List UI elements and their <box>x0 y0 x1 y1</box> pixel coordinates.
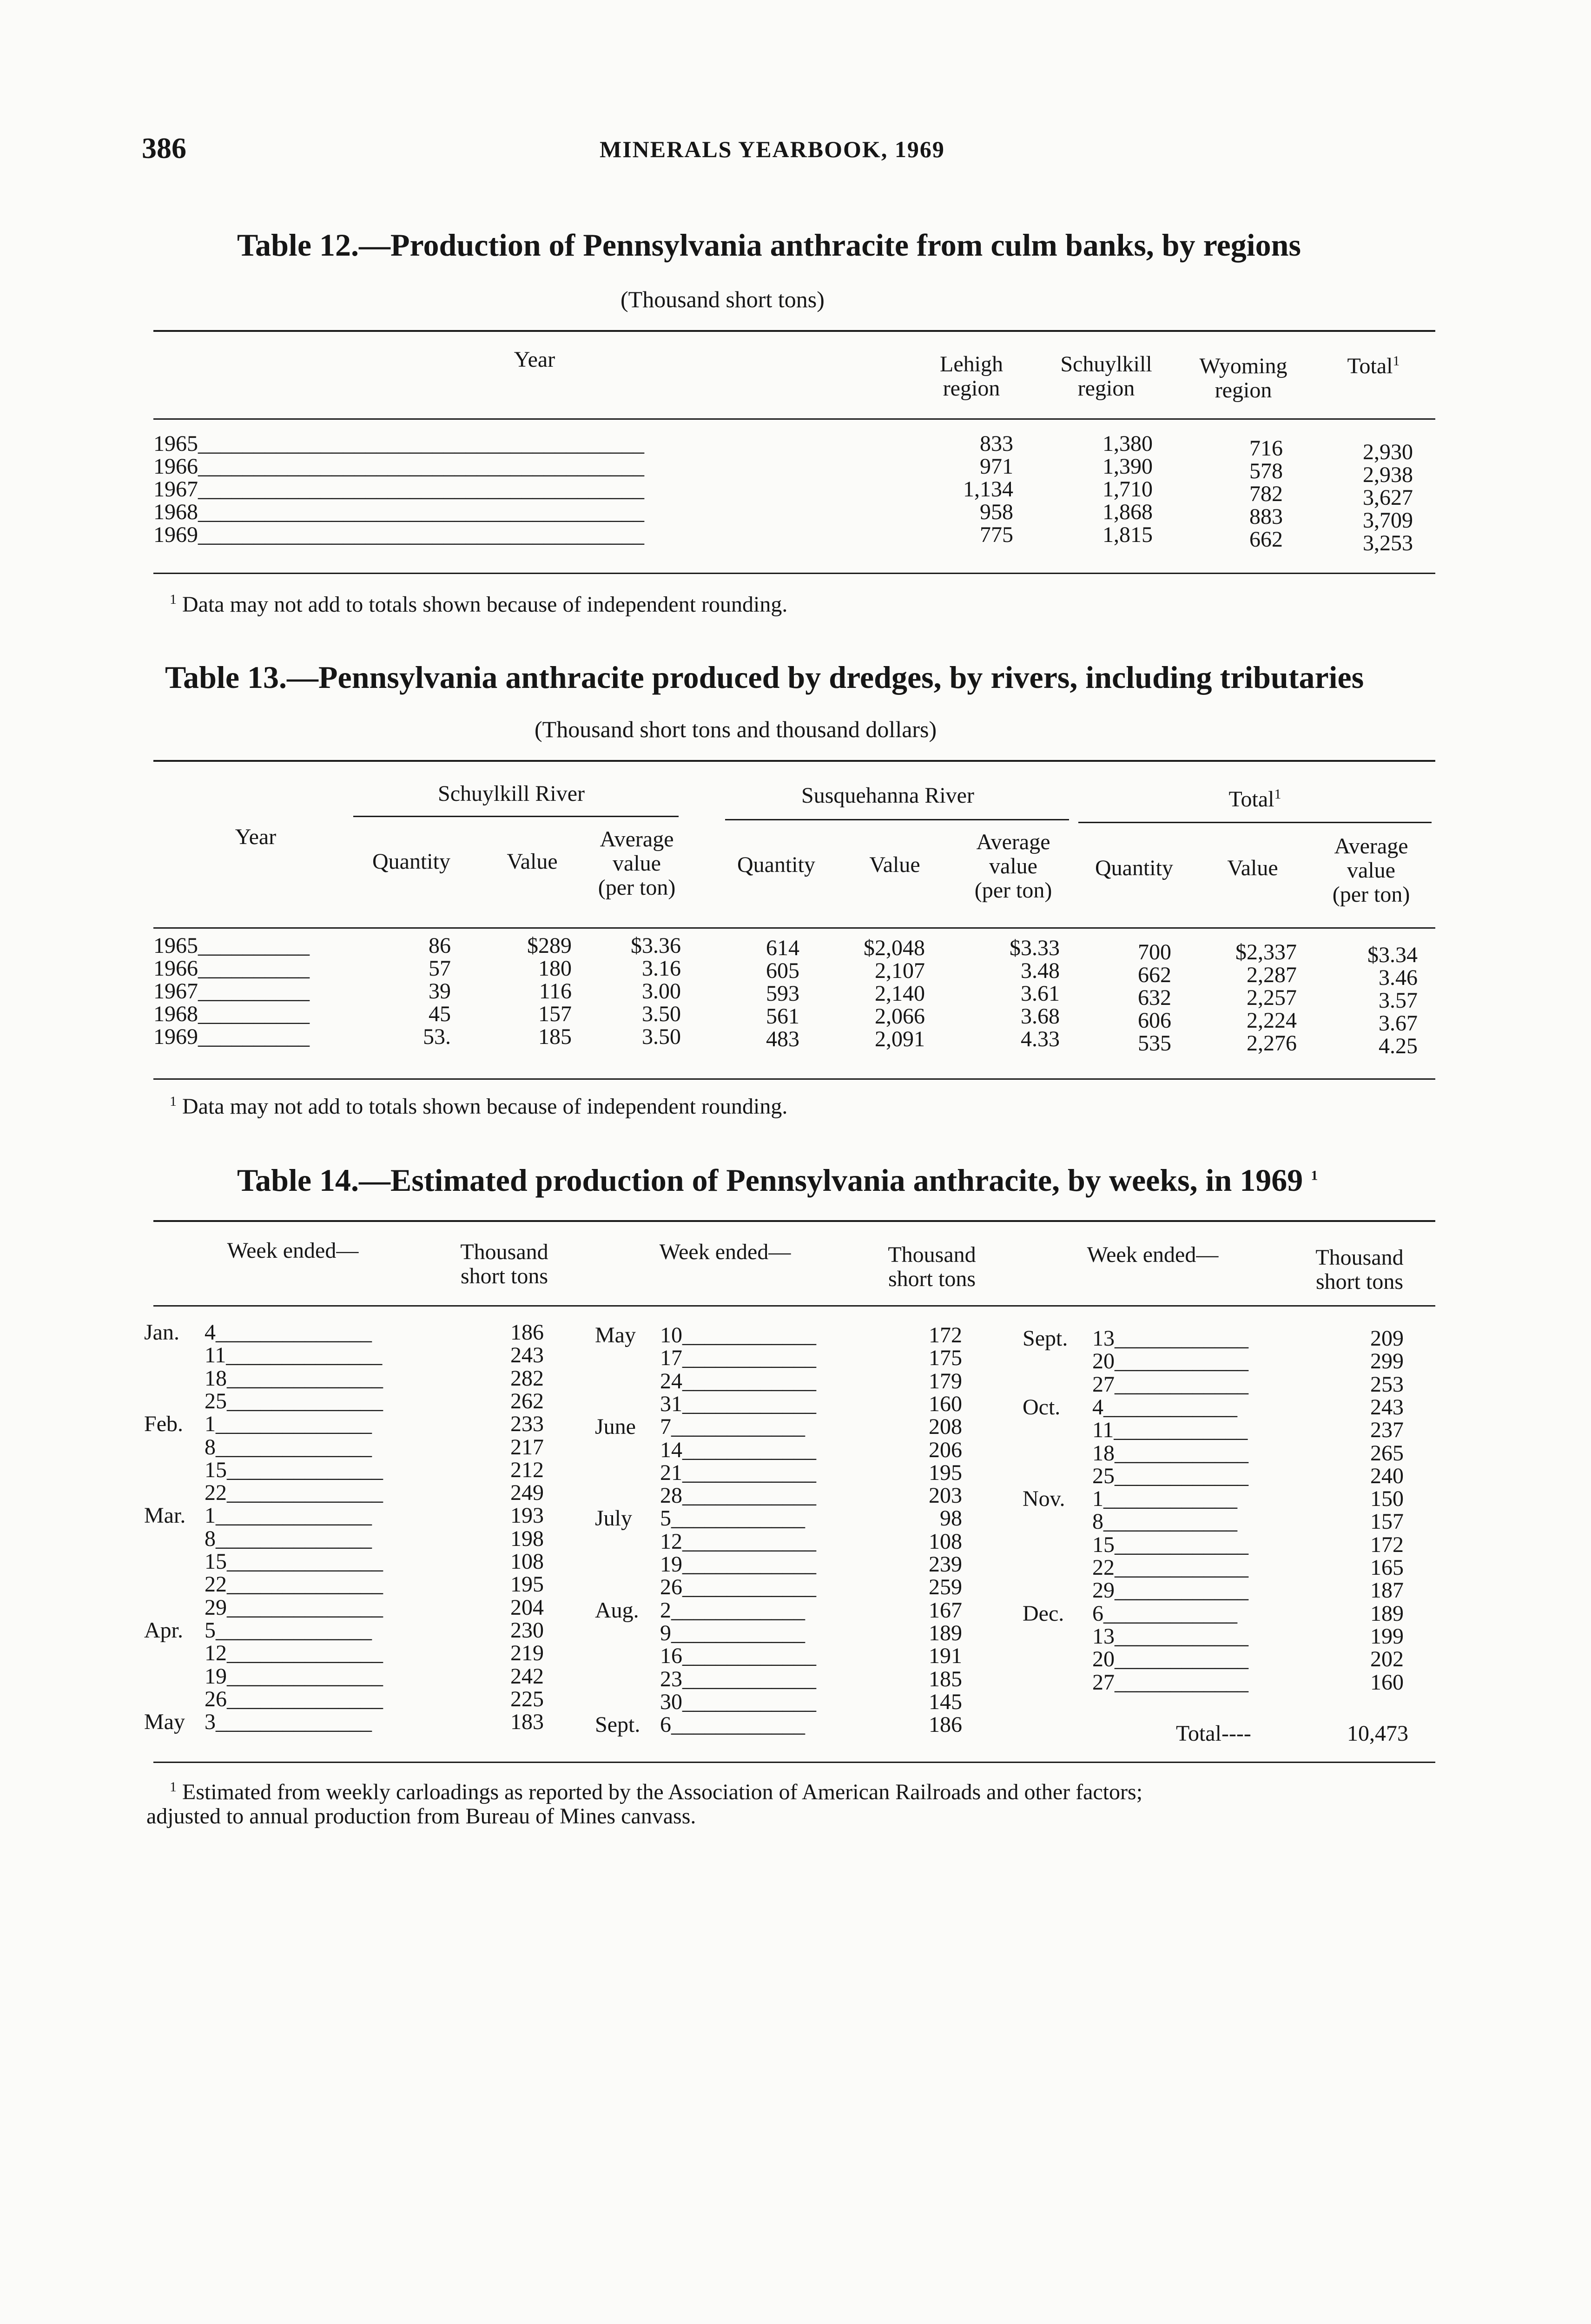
table14-week-value: 202 <box>1370 1647 1404 1672</box>
table14-month-label: Dec. <box>1023 1601 1064 1626</box>
table13-footnote: $^1$ Data may not add to totals shown because of independent rounding. <box>170 1094 788 1119</box>
table14-week-value: 233 <box>510 1412 544 1437</box>
table14-week-day: 21____________ <box>660 1460 816 1485</box>
table13-row-year: 1968__________ <box>153 1002 310 1026</box>
table14-week-day: 1______________ <box>205 1503 372 1528</box>
table14-week-day: 19______________ <box>205 1664 383 1689</box>
table14-week-value: 206 <box>929 1437 962 1462</box>
table14-week-day: 19____________ <box>660 1552 816 1577</box>
table13-cell-s-v: $289 <box>527 933 572 958</box>
table12-row-year: 1968________________________________________ <box>153 500 644 524</box>
table13-cell-s-q: 53. <box>423 1024 451 1049</box>
table13-cell-s-v: 157 <box>538 1002 572 1026</box>
table13-cell-s-v: 116 <box>539 979 572 1004</box>
table14-month-label: Sept. <box>595 1712 640 1737</box>
table13-group-rule-1 <box>353 816 679 817</box>
table14-month-label: Apr. <box>144 1618 183 1643</box>
table14-week-day: 25______________ <box>205 1388 383 1413</box>
table12-cell-wyoming: 782 <box>1249 482 1283 506</box>
table14-week-value: 175 <box>929 1346 962 1371</box>
table14-week-value: 160 <box>1370 1670 1404 1695</box>
table13-cell-s-q: 86 <box>429 933 451 958</box>
table14-week-day: 18____________ <box>1092 1440 1248 1466</box>
table14-week-day: 12____________ <box>660 1529 816 1554</box>
table12-row-year: 1965________________________________________ <box>153 431 644 456</box>
table13-cell-s-a: 3.50 <box>642 1002 681 1026</box>
table12-cell-total: 3,253 <box>1363 531 1413 555</box>
table14-week-value: 240 <box>1370 1463 1404 1488</box>
table12-row-year: 1969________________________________________ <box>153 522 644 547</box>
table14-week-day: 22____________ <box>1092 1555 1248 1580</box>
table14-week-value: 198 <box>510 1526 544 1551</box>
table14-week-day: 4____________ <box>1092 1394 1237 1419</box>
table14-week-day: 20____________ <box>1092 1647 1248 1672</box>
table12-cell-wyoming: 883 <box>1249 504 1283 529</box>
table12-cell-schuylkill: 1,390 <box>1102 454 1153 479</box>
table14-week-day: 15______________ <box>205 1549 383 1574</box>
table13-head-year: Year <box>235 825 277 849</box>
table12-cell-schuylkill: 1,710 <box>1102 477 1153 502</box>
table12-cell-lehigh: 1,134 <box>963 477 1013 502</box>
table13-cell-t-v: 2,276 <box>1247 1031 1297 1056</box>
table14-week-day: 18______________ <box>205 1366 383 1391</box>
table14-week-value: 225 <box>510 1686 544 1711</box>
table14-week-value: 165 <box>1370 1555 1404 1580</box>
table14-month-label: July <box>595 1506 633 1531</box>
table14-week-value: 189 <box>929 1620 962 1645</box>
table13-cell-q-a: 3.61 <box>1021 981 1060 1006</box>
table12-cell-lehigh: 971 <box>980 454 1013 479</box>
table13-row-year: 1969__________ <box>153 1024 310 1049</box>
table14-week-day: 9____________ <box>660 1620 805 1645</box>
table13-cell-t-a: 4.25 <box>1379 1034 1418 1058</box>
table13-group-schuylkill: Schuylkill River <box>438 781 585 806</box>
table13-head-s-average: Average value (per ton) <box>598 827 676 900</box>
table12-bottom-rule <box>153 573 1435 574</box>
table12-cell-total: 3,709 <box>1363 508 1413 533</box>
table14-week-value: 193 <box>510 1503 544 1528</box>
table14-week-value: 299 <box>1370 1349 1404 1374</box>
table14-week-day: 12______________ <box>205 1641 383 1666</box>
table14-week-value: 179 <box>929 1368 962 1393</box>
table12-cell-schuylkill: 1,815 <box>1102 522 1153 547</box>
table14-month-label: Sept. <box>1023 1326 1068 1351</box>
table14-week-value: 160 <box>929 1391 962 1416</box>
table14-week-value: 195 <box>510 1572 544 1597</box>
table12-cell-total: 3,627 <box>1363 485 1413 510</box>
running-head: MINERALS YEARBOOK, 1969 <box>600 136 945 162</box>
table14-week-day: 26____________ <box>660 1575 816 1600</box>
table13-cell-t-v: 2,224 <box>1247 1008 1297 1033</box>
table14-total-value: 10,473 <box>1347 1721 1408 1746</box>
table14-footnote-line-1: $^1$ Estimated from weekly carloadings as reported by the Association of American Railroads and other factors; <box>170 1779 1143 1804</box>
table14-month-label: May <box>595 1323 636 1347</box>
table14-week-day: 5____________ <box>660 1506 805 1531</box>
table13-title: Table 13.—Pennsylvania anthracite produced by dredges, by rivers, including tributaries <box>165 660 1364 695</box>
table13-cell-t-q: 700 <box>1138 940 1171 964</box>
table14-week-value: 212 <box>510 1457 544 1482</box>
table14-week-value: 230 <box>510 1618 544 1643</box>
table14-week-value: 108 <box>510 1549 544 1574</box>
table13-cell-t-q: 662 <box>1138 963 1171 987</box>
table14-week-value: 108 <box>929 1529 962 1554</box>
table14-week-value: 199 <box>1370 1624 1404 1649</box>
table13-head-q-value: Value <box>869 852 920 877</box>
table13-cell-q-q: 605 <box>766 958 799 983</box>
table14-week-value: 150 <box>1370 1486 1404 1512</box>
table13-cell-q-v: 2,107 <box>875 958 925 983</box>
table14-week-day: 27____________ <box>1092 1670 1248 1695</box>
table13-cell-s-q: 39 <box>429 979 451 1004</box>
table13-cell-q-q: 483 <box>766 1027 799 1051</box>
table13-head-s-quantity: Quantity <box>372 849 450 874</box>
table13-unit: (Thousand short tons and thousand dollars) <box>535 716 937 742</box>
table12-cell-lehigh: 775 <box>980 522 1013 547</box>
table14-week-day: 22______________ <box>205 1572 383 1597</box>
table13-row-year: 1965__________ <box>153 933 310 958</box>
table14-head-week-1: Week ended— <box>227 1238 359 1263</box>
table14-week-day: 20____________ <box>1092 1349 1248 1374</box>
table13-cell-t-v: $2,337 <box>1235 940 1297 964</box>
table14-week-day: 23____________ <box>660 1666 816 1691</box>
table14-week-day: 31____________ <box>660 1391 816 1416</box>
table14-head-tons-2: Thousand short tons <box>888 1242 976 1291</box>
table14-bottom-rule <box>153 1762 1435 1763</box>
table12-row-year: 1967________________________________________ <box>153 477 644 502</box>
table12-cell-wyoming: 578 <box>1249 459 1283 483</box>
table14-week-day: 29______________ <box>205 1595 383 1620</box>
table12-cell-schuylkill: 1,868 <box>1102 500 1153 524</box>
table14-week-day: 3______________ <box>205 1710 372 1735</box>
table12-head-rule <box>153 418 1435 420</box>
table12-top-rule <box>153 330 1435 332</box>
table14-head-week-2: Week ended— <box>659 1240 791 1264</box>
table13-cell-q-q: 593 <box>766 981 799 1006</box>
table14-week-value: 172 <box>1370 1532 1404 1557</box>
table14-week-value: 183 <box>510 1710 544 1735</box>
table13-group-rule-2 <box>725 819 1069 820</box>
table13-cell-t-q: 606 <box>1138 1008 1171 1033</box>
table14-week-value: 217 <box>510 1434 544 1459</box>
table14-week-day: 13____________ <box>1092 1624 1248 1649</box>
table13-row-year: 1966__________ <box>153 956 310 981</box>
table14-month-label: Nov. <box>1023 1486 1065 1512</box>
table13-head-t-average: Average value (per ton) <box>1332 834 1410 907</box>
table13-cell-q-a: 3.48 <box>1021 958 1060 983</box>
table14-week-value: 203 <box>929 1483 962 1508</box>
table14-week-value: 262 <box>510 1388 544 1413</box>
table14-week-value: 204 <box>510 1595 544 1620</box>
table14-week-value: 242 <box>510 1664 544 1689</box>
table14-week-day: 26______________ <box>205 1686 383 1711</box>
table14-week-day: 27____________ <box>1092 1372 1248 1397</box>
table13-cell-q-a: 3.68 <box>1021 1004 1060 1029</box>
table13-cell-s-q: 45 <box>429 1002 451 1026</box>
table14-week-value: 191 <box>929 1644 962 1669</box>
table13-cell-t-v: 2,257 <box>1247 985 1297 1010</box>
table13-cell-t-a: 3.57 <box>1379 988 1418 1013</box>
table14-title: Table 14.—Estimated production of Pennsylvania anthracite, by weeks, in 1969 $^1$ <box>237 1162 1318 1198</box>
table14-week-day: 13____________ <box>1092 1326 1248 1351</box>
table14-week-day: 25____________ <box>1092 1463 1248 1488</box>
table13-cell-s-v: 180 <box>538 956 572 981</box>
table13-cell-q-v: 2,140 <box>875 981 925 1006</box>
table14-week-value: 186 <box>929 1712 962 1737</box>
table14-week-value: 172 <box>929 1323 962 1347</box>
table14-week-value: 186 <box>510 1320 544 1345</box>
table12-cell-wyoming: 716 <box>1249 436 1283 461</box>
table14-week-day: 24____________ <box>660 1368 816 1393</box>
table14-week-day: 4______________ <box>205 1320 372 1345</box>
table14-head-rule <box>153 1305 1435 1307</box>
table12-cell-lehigh: 833 <box>980 431 1013 456</box>
table14-week-day: 15____________ <box>1092 1532 1248 1557</box>
table14-week-value: 249 <box>510 1480 544 1505</box>
table13-row-year: 1967__________ <box>153 979 310 1004</box>
table14-month-label: Mar. <box>144 1503 186 1528</box>
table13-bottom-rule <box>153 1078 1435 1080</box>
table14-week-value: 145 <box>929 1689 962 1714</box>
table14-month-label: May <box>144 1710 185 1735</box>
table12-unit: (Thousand short tons) <box>621 286 825 312</box>
table14-footnote-line-2: adjusted to annual production from Bureau of Mines canvass. <box>146 1804 696 1829</box>
table14-week-value: 219 <box>510 1641 544 1666</box>
table14-month-label: Feb. <box>144 1412 183 1437</box>
table14-head-tons-3: Thousand short tons <box>1315 1245 1404 1294</box>
table14-week-day: 29____________ <box>1092 1578 1248 1603</box>
table14-week-value: 167 <box>929 1598 962 1623</box>
table14-week-day: 28____________ <box>660 1483 816 1508</box>
table13-cell-t-q: 632 <box>1138 985 1171 1010</box>
table14-total-label: Total---- <box>1176 1721 1251 1746</box>
table13-cell-s-a: 3.50 <box>642 1024 681 1049</box>
table14-week-day: 14____________ <box>660 1437 816 1462</box>
table14-week-value: 259 <box>929 1575 962 1600</box>
table14-week-day: 17____________ <box>660 1346 816 1371</box>
table13-cell-q-v: $2,048 <box>864 936 925 960</box>
table12-title: Table 12.—Production of Pennsylvania anthracite from culm banks, by regions <box>237 227 1301 263</box>
table12-cell-wyoming: 662 <box>1249 527 1283 552</box>
table14-head-week-3: Week ended— <box>1087 1242 1219 1267</box>
table14-week-value: 195 <box>929 1460 962 1485</box>
table13-head-q-average: Average value (per ton) <box>974 830 1052 903</box>
table12-cell-total: 2,930 <box>1363 440 1413 464</box>
table13-cell-s-v: 185 <box>538 1024 572 1049</box>
table14-head-tons-1: Thousand short tons <box>460 1240 548 1288</box>
table13-cell-s-a: 3.00 <box>642 979 681 1004</box>
table14-week-day: 22______________ <box>205 1480 383 1505</box>
table14-month-label: Aug. <box>595 1598 639 1623</box>
table14-week-value: 185 <box>929 1666 962 1691</box>
table13-cell-q-a: 4.33 <box>1021 1027 1060 1051</box>
table13-cell-t-a: 3.67 <box>1379 1011 1418 1036</box>
table14-week-day: 5______________ <box>205 1618 372 1643</box>
table12-cell-total: 2,938 <box>1363 462 1413 487</box>
table14-month-label: June <box>595 1414 636 1439</box>
table14-week-day: 10____________ <box>660 1323 816 1347</box>
table13-cell-s-a: 3.16 <box>642 956 681 981</box>
table14-week-day: 11____________ <box>1092 1418 1248 1443</box>
table13-cell-q-v: 2,066 <box>875 1004 925 1029</box>
table12-cell-schuylkill: 1,380 <box>1102 431 1153 456</box>
table12-head-schuylkill: Schuylkill region <box>1060 352 1152 401</box>
table14-week-value: 187 <box>1370 1578 1404 1603</box>
table13-head-q-quantity: Quantity <box>737 852 815 877</box>
table14-week-value: 189 <box>1370 1601 1404 1626</box>
table14-week-day: 7____________ <box>660 1414 805 1439</box>
table14-week-value: 243 <box>1370 1394 1404 1419</box>
table14-week-value: 157 <box>1370 1509 1404 1534</box>
table13-head-t-quantity: Quantity <box>1095 856 1173 880</box>
table14-week-value: 208 <box>929 1414 962 1439</box>
table14-week-value: 253 <box>1370 1372 1404 1397</box>
table14-week-day: 8______________ <box>205 1434 372 1459</box>
table13-head-s-value: Value <box>507 849 558 874</box>
table13-head-rule <box>153 927 1435 929</box>
table14-week-value: 237 <box>1370 1418 1404 1443</box>
page-number: 386 <box>142 132 186 165</box>
table13-cell-q-v: 2,091 <box>875 1027 925 1051</box>
table13-group-total: Total$^1$ <box>1228 786 1281 812</box>
table12-cell-lehigh: 958 <box>980 500 1013 524</box>
table14-week-day: 15______________ <box>205 1457 383 1482</box>
table12-footnote: $^1$ Data may not add to totals shown because of independent rounding. <box>170 592 788 617</box>
table13-cell-q-q: 614 <box>766 936 799 960</box>
table12-row-year: 1966________________________________________ <box>153 454 644 479</box>
table14-week-value: 265 <box>1370 1440 1404 1466</box>
table14-month-label: Jan. <box>144 1320 179 1345</box>
table13-cell-t-a: 3.46 <box>1379 965 1418 990</box>
table14-week-day: 8______________ <box>205 1526 372 1551</box>
table14-week-day: 30____________ <box>660 1689 816 1714</box>
table12-head-lehigh: Lehigh region <box>940 352 1003 401</box>
table12-head-year: Year <box>514 347 555 372</box>
table13-cell-t-a: $3.34 <box>1367 943 1418 967</box>
table13-cell-t-q: 535 <box>1138 1031 1171 1056</box>
table14-week-day: 6____________ <box>660 1712 805 1737</box>
table13-cell-q-q: 561 <box>766 1004 799 1029</box>
table14-week-day: 2____________ <box>660 1598 805 1623</box>
table14-week-value: 239 <box>929 1552 962 1577</box>
table14-week-day: 11______________ <box>205 1343 383 1368</box>
table13-cell-s-a: $3.36 <box>631 933 681 958</box>
table13-head-t-value: Value <box>1227 856 1278 880</box>
table13-cell-t-v: 2,287 <box>1247 963 1297 987</box>
table13-top-rule <box>153 760 1435 762</box>
table14-week-value: 209 <box>1370 1326 1404 1351</box>
table13-cell-s-q: 57 <box>429 956 451 981</box>
table14-week-value: 282 <box>510 1366 544 1391</box>
table14-week-day: 16____________ <box>660 1644 816 1669</box>
table12-head-wyoming: Wyoming region <box>1199 354 1287 403</box>
table14-top-rule <box>153 1220 1435 1222</box>
table14-week-day: 6____________ <box>1092 1601 1237 1626</box>
table14-week-day: 1______________ <box>205 1412 372 1437</box>
table14-week-value: 98 <box>940 1506 962 1531</box>
table13-cell-q-a: $3.33 <box>1010 936 1060 960</box>
table14-month-label: Oct. <box>1023 1394 1061 1419</box>
table14-week-day: 1____________ <box>1092 1486 1237 1512</box>
table14-week-day: 8____________ <box>1092 1509 1237 1534</box>
table12-head-total: Total$^1$ <box>1347 353 1400 378</box>
table13-group-susquehanna: Susquehanna River <box>801 783 974 808</box>
table14-week-value: 243 <box>510 1343 544 1368</box>
table13-group-rule-3 <box>1078 822 1432 823</box>
